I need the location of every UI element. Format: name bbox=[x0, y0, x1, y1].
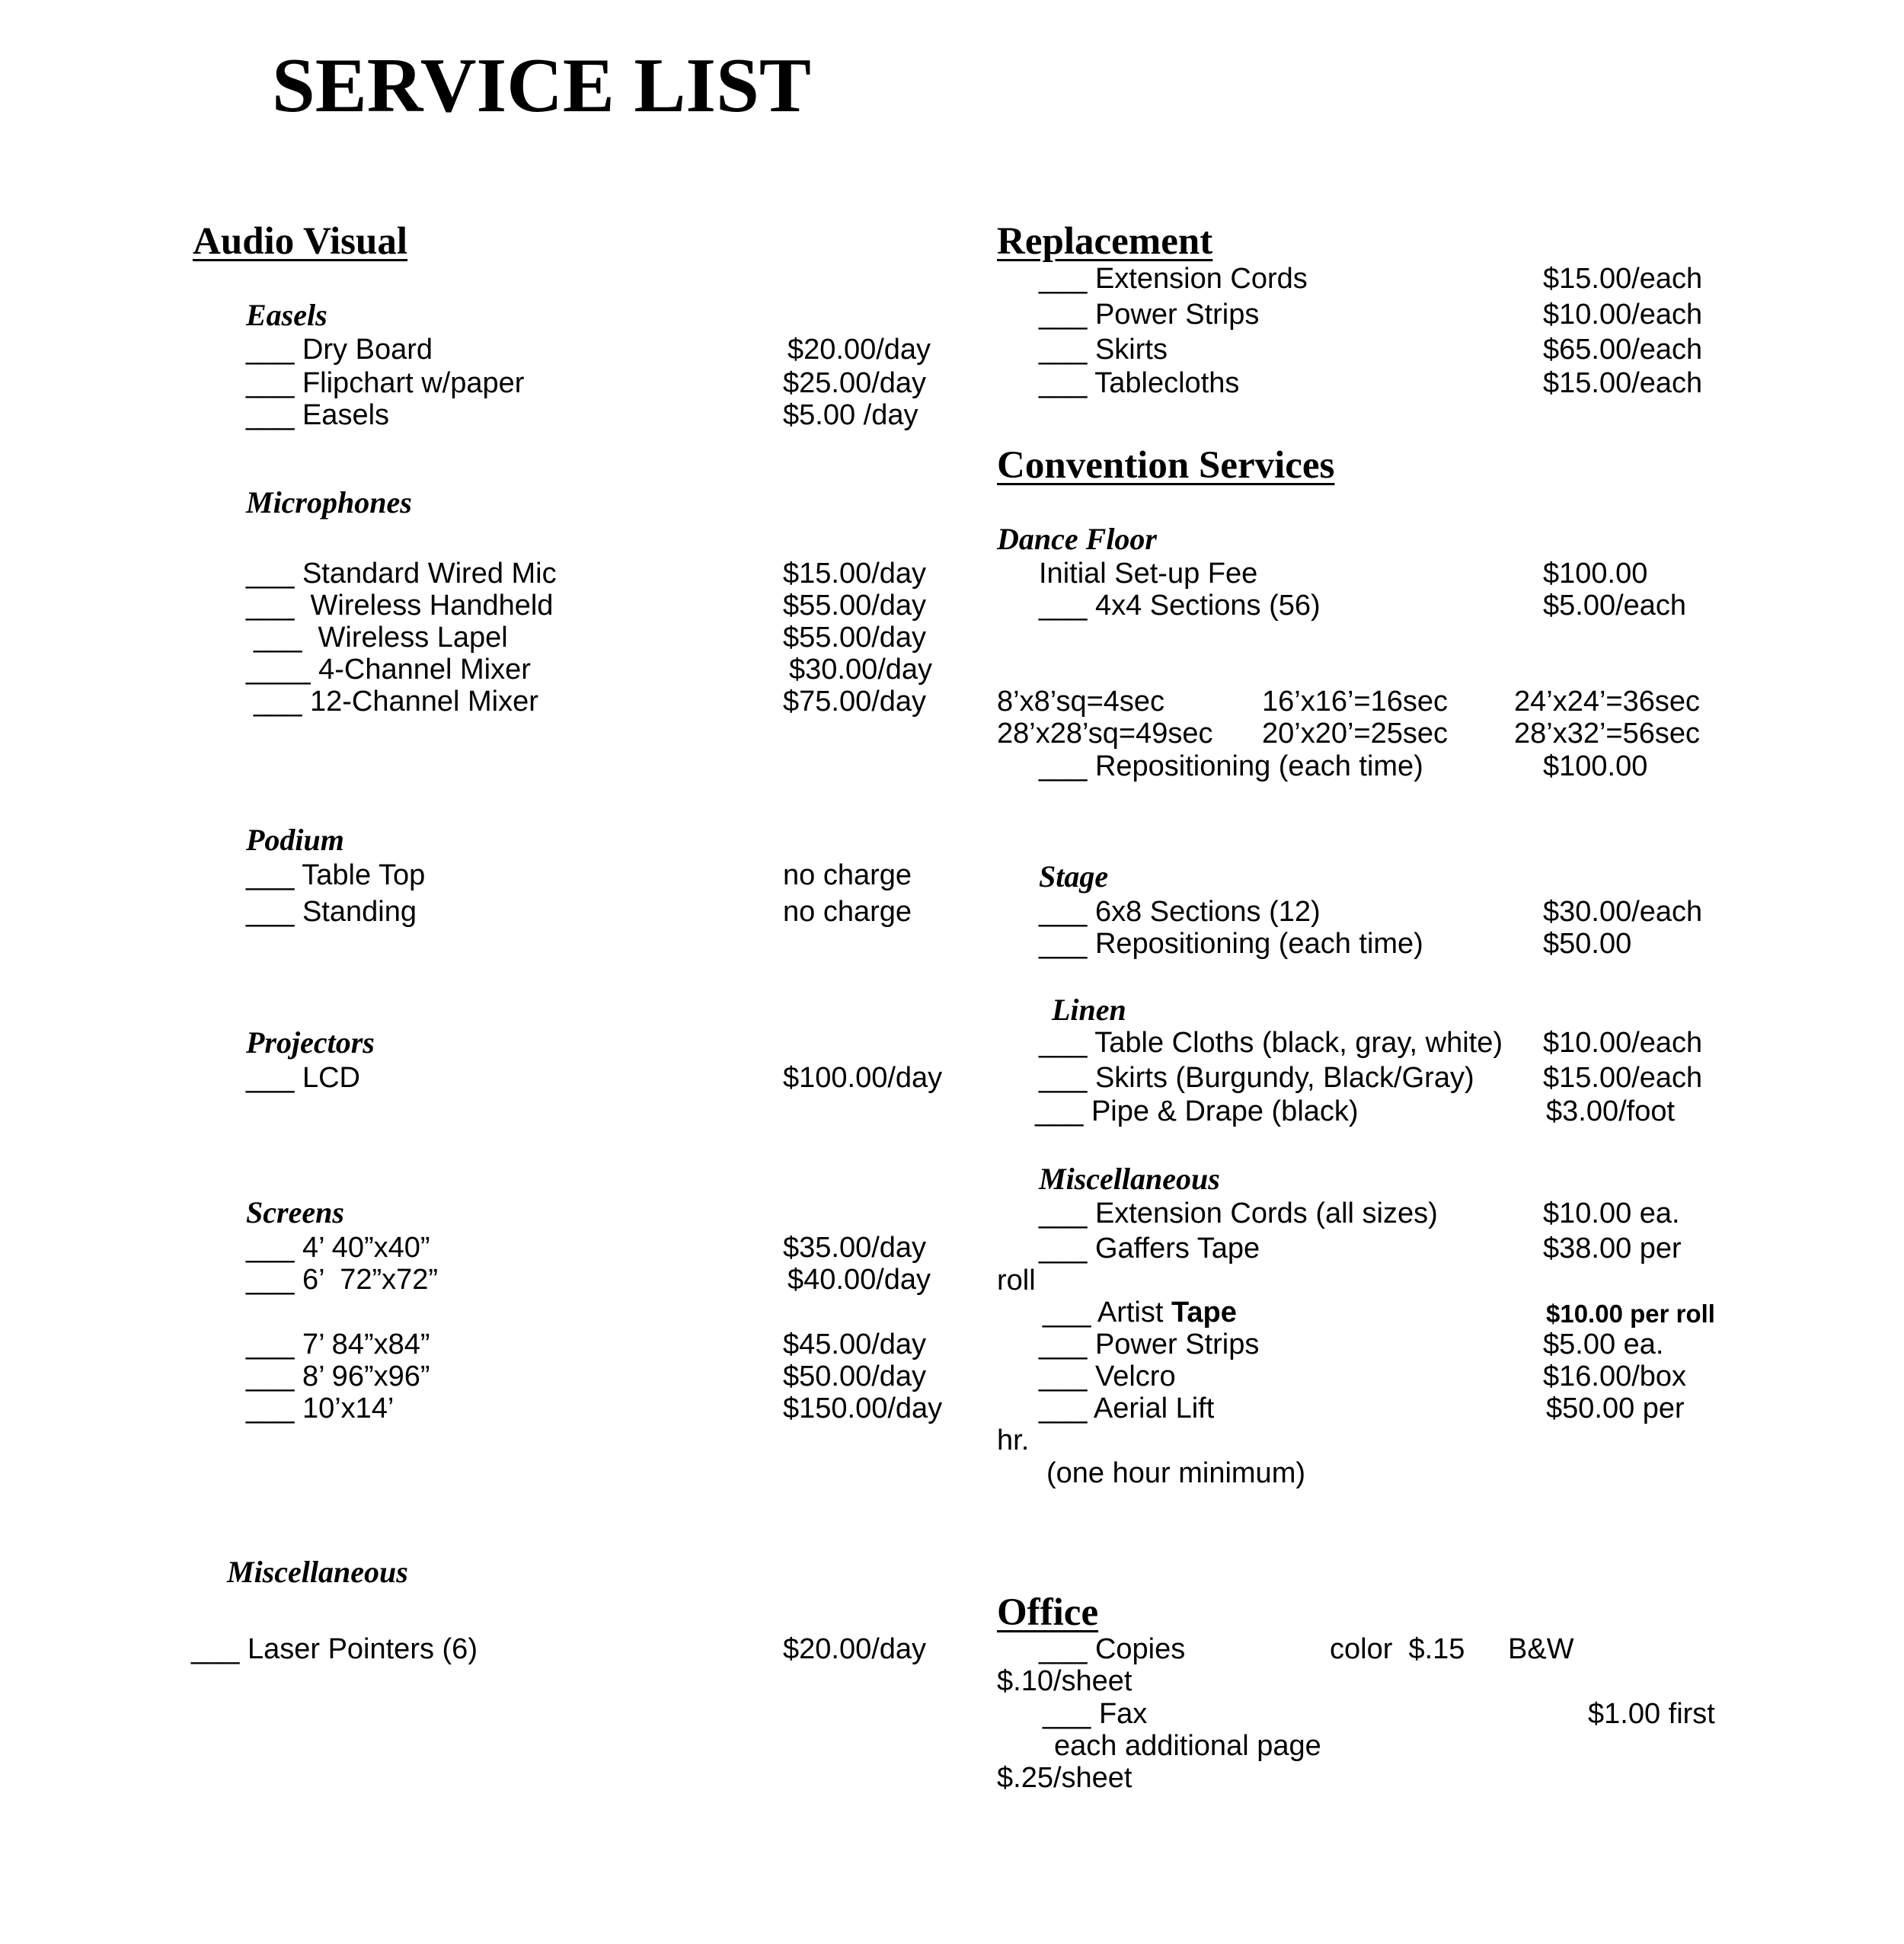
item-price: no charge bbox=[783, 896, 912, 928]
item-price: $30.00/each bbox=[1543, 896, 1703, 928]
item-label: ___ Flipchart w/paper bbox=[246, 367, 525, 399]
item-price: $16.00/box bbox=[1543, 1360, 1687, 1392]
item-label: ___ Wireless Lapel bbox=[254, 622, 508, 654]
item-price: $20.00/day bbox=[783, 1633, 927, 1665]
subheading-miscellaneous: Miscellaneous bbox=[1039, 1162, 1220, 1196]
item-label: ___ Table Cloths (black, gray, white) bbox=[1039, 1027, 1503, 1059]
item-price: $35.00/day bbox=[783, 1232, 927, 1264]
item-price-wrap: $.10/sheet bbox=[997, 1665, 1132, 1697]
subheading-miscellaneous: Miscellaneous bbox=[227, 1555, 408, 1589]
item-price: $50.00/day bbox=[783, 1360, 927, 1392]
page-title: SERVICE LIST bbox=[272, 43, 811, 129]
item-price: $10.00 ea. bbox=[1543, 1197, 1680, 1229]
item-label: ___ Gaffers Tape bbox=[1039, 1233, 1260, 1265]
item-label: ___ Dry Board bbox=[246, 334, 433, 366]
item-label: ___ Power Strips bbox=[1039, 299, 1260, 331]
item-label: ____ 4-Channel Mixer bbox=[246, 654, 531, 686]
item-label: ___ Copies bbox=[1039, 1633, 1186, 1665]
item-price: $65.00/each bbox=[1543, 334, 1703, 366]
item-label: ___ Aerial Lift bbox=[1039, 1392, 1215, 1424]
item-price: $50.00 per bbox=[1546, 1392, 1685, 1424]
item-price-wrap: roll bbox=[997, 1265, 1036, 1297]
item-label: ___ Skirts bbox=[1039, 334, 1168, 366]
item-price: $40.00/day bbox=[787, 1264, 931, 1296]
item-label: ___ Power Strips bbox=[1039, 1329, 1260, 1360]
item-label: ___ Table Top bbox=[246, 859, 426, 891]
item-price: $55.00/day bbox=[783, 590, 927, 622]
item-price-wrap: hr. bbox=[997, 1424, 1030, 1456]
section-heading-convention-services: Convention Services bbox=[997, 444, 1335, 487]
item-label: Initial Set-up Fee bbox=[1039, 558, 1258, 590]
item-price: $10.00 per roll bbox=[1546, 1300, 1715, 1328]
item-label: ___ Tablecloths bbox=[1039, 367, 1240, 399]
floor-size: 28’x32’=56sec bbox=[1514, 718, 1701, 750]
subheading-easels: Easels bbox=[246, 298, 327, 332]
item-label-part: ___ Artist bbox=[1043, 1297, 1171, 1329]
item-price: $100.00/day bbox=[783, 1062, 943, 1094]
subheading-projectors: Projectors bbox=[246, 1025, 375, 1060]
item-price: color $.15 bbox=[1330, 1633, 1465, 1665]
item-price: $45.00/day bbox=[783, 1329, 927, 1360]
item-note: (one hour minimum) bbox=[1046, 1457, 1305, 1489]
section-heading-replacement: Replacement bbox=[997, 220, 1213, 263]
item-label: ___ Fax bbox=[1043, 1698, 1148, 1730]
item-label: ___ Laser Pointers (6) bbox=[191, 1633, 478, 1665]
floor-size: 20’x20’=25sec bbox=[1262, 718, 1449, 750]
item-price: $30.00/day bbox=[789, 654, 933, 686]
item-price: $1.00 first bbox=[1588, 1698, 1715, 1730]
subheading-linen: Linen bbox=[1052, 993, 1126, 1027]
floor-size: 8’x8’sq=4sec bbox=[997, 686, 1165, 718]
item-label: ___ 10’x14’ bbox=[246, 1392, 395, 1424]
item-price: $25.00/day bbox=[783, 367, 927, 399]
item-price: $100.00 bbox=[1543, 750, 1648, 782]
floor-size: 28’x28’sq=49sec bbox=[997, 718, 1213, 750]
subheading-microphones: Microphones bbox=[246, 485, 412, 520]
item-label: ___ 4’ 40”x40” bbox=[246, 1232, 430, 1264]
item-label: ___ Pipe & Drape (black) bbox=[1035, 1095, 1359, 1127]
item-price: $55.00/day bbox=[783, 622, 927, 654]
item-label: ___ LCD bbox=[246, 1062, 360, 1094]
item-price: $10.00/each bbox=[1543, 299, 1703, 331]
item-label: ___ 8’ 96”x96” bbox=[246, 1360, 430, 1392]
item-price: $15.00/day bbox=[783, 558, 927, 590]
subheading-screens: Screens bbox=[246, 1195, 344, 1229]
item-label: ___ Standard Wired Mic bbox=[246, 558, 557, 590]
item-price: $75.00/day bbox=[783, 686, 927, 718]
subheading-dance-floor: Dance Floor bbox=[997, 522, 1157, 556]
item-note: each additional page bbox=[1054, 1730, 1321, 1762]
floor-size: 24’x24’=36sec bbox=[1514, 686, 1701, 718]
item-label: ___ 4x4 Sections (56) bbox=[1039, 590, 1321, 622]
item-price: $100.00 bbox=[1543, 558, 1648, 590]
item-price: $20.00/day bbox=[787, 334, 931, 366]
item-price: $3.00/foot bbox=[1546, 1095, 1676, 1127]
floor-size: 16’x16’=16sec bbox=[1262, 686, 1449, 718]
item-price-wrap: $.25/sheet bbox=[997, 1762, 1132, 1794]
item-price: B&W bbox=[1508, 1633, 1574, 1665]
section-heading-audio-visual: Audio Visual bbox=[193, 220, 408, 263]
item-price: $5.00 ea. bbox=[1543, 1329, 1664, 1360]
subheading-stage: Stage bbox=[1039, 859, 1109, 894]
item-label: ___ Repositioning (each time) bbox=[1039, 928, 1423, 960]
item-label: ___ Velcro bbox=[1039, 1360, 1176, 1392]
item-label: ___ Easels bbox=[246, 399, 390, 431]
item-price: $15.00/each bbox=[1543, 263, 1703, 295]
item-label bbox=[1043, 1298, 1237, 1327]
item-label: ___ 6x8 Sections (12) bbox=[1039, 896, 1321, 928]
item-price: $150.00/day bbox=[783, 1392, 943, 1424]
item-label-part: Tape bbox=[1171, 1297, 1237, 1329]
item-label: ___ 12-Channel Mixer bbox=[254, 686, 538, 718]
item-price: $5.00 /day bbox=[783, 399, 918, 431]
item-label: ___ Skirts (Burgundy, Black/Gray) bbox=[1039, 1062, 1474, 1094]
section-heading-office: Office bbox=[997, 1591, 1099, 1634]
item-price: $38.00 per bbox=[1543, 1233, 1682, 1265]
item-label: ___ Repositioning (each time) bbox=[1039, 750, 1423, 782]
item-price: no charge bbox=[783, 859, 912, 891]
item-label: ___ Standing bbox=[246, 896, 417, 928]
item-price: $15.00/each bbox=[1543, 1062, 1703, 1094]
item-label: ___ 6’ 72”x72” bbox=[246, 1264, 439, 1296]
item-label: ___ Wireless Handheld bbox=[246, 590, 554, 622]
item-label: ___ Extension Cords (all sizes) bbox=[1039, 1197, 1438, 1229]
item-price: $50.00 bbox=[1543, 928, 1632, 960]
item-price: $15.00/each bbox=[1543, 367, 1703, 399]
subheading-podium: Podium bbox=[246, 823, 344, 857]
item-label: ___ Extension Cords bbox=[1039, 263, 1308, 295]
item-price: $5.00/each bbox=[1543, 590, 1687, 622]
item-label: ___ 7’ 84”x84” bbox=[246, 1329, 430, 1360]
item-price: $10.00/each bbox=[1543, 1027, 1703, 1059]
